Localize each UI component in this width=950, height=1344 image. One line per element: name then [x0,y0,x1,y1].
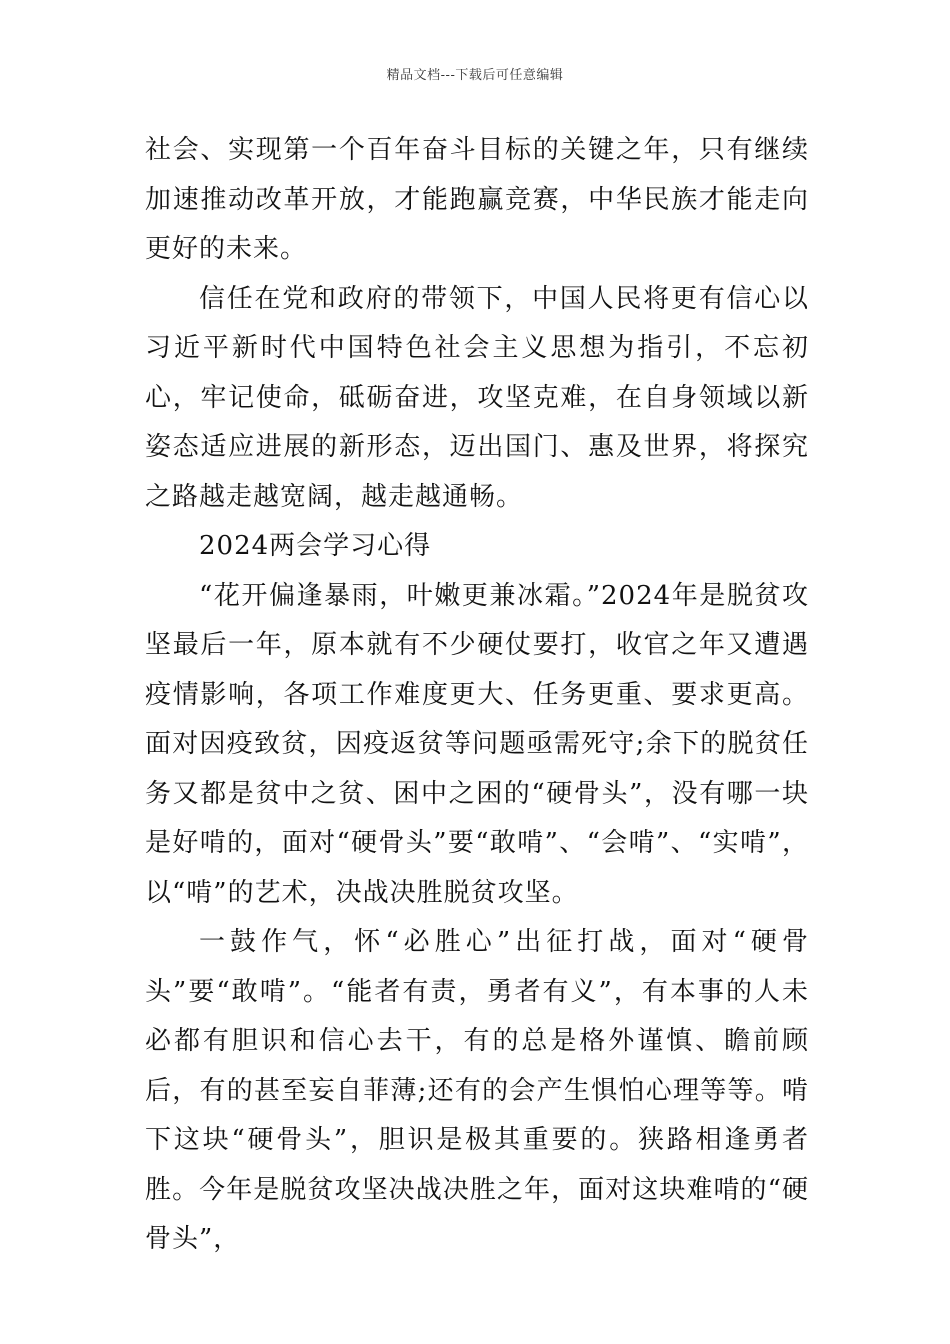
paragraph-poverty: “花开偏逢暴雨，叶嫩更兼冰霜。”2024年是脱贫攻坚最后一年，原本就有不少硬仗要打，收官之年又遭遇疫情影响，各项工作难度更大、任务更重、要求更高。面对因疫致贫，因疫返贫等问题亟需死守;余下的脱贫任务又都是贫中之贫、困中之困的“硬骨头”，没有哪一块是好啃的，面对“硬骨头”要“敢啃”、“会啃”、“实啃”，以“啃”的艺术，决战决胜脱贫攻坚。 [145,580,809,908]
paragraph-trust: 信任在党和政府的带领下，中国人民将更有信心以习近平新时代中国特色社会主义思想为指引，不忘初心，牢记使命，砥砺奋进，攻坚克难，在自身领域以新姿态适应进展的新形态，迈出国门、惠及世界，将探究之路越走越宽阔，越走越通畅。 [145,283,809,512]
page-header: 精品文档---下载后可任意编辑 [386,68,564,83]
section-heading: 2024两会学习心得 [199,531,432,561]
paragraph-continuation: 社会、实现第一个百年奋斗目标的关键之年，只有继续加速推动改革开放，才能跑赢竞赛，中华民族才能走向更好的未来。 [145,135,809,264]
document-body [145,126,809,1265]
paragraph-courage: 一鼓作气，怀“必胜心”出征打战，面对“硬骨头”要“敢啃”。“能者有责，勇者有义”，有本事的人未必都有胆识和信心去干，有的总是格外谨慎、瞻前顾后，有的甚至妄自菲薄;还有的会产生惧怕心理等等。啃下这块“硬骨头”，胆识是极其重要的。狭路相逢勇者胜。今年是脱贫攻坚决战决胜之年，面对这块难啃的“硬骨头”， [145,927,809,1254]
